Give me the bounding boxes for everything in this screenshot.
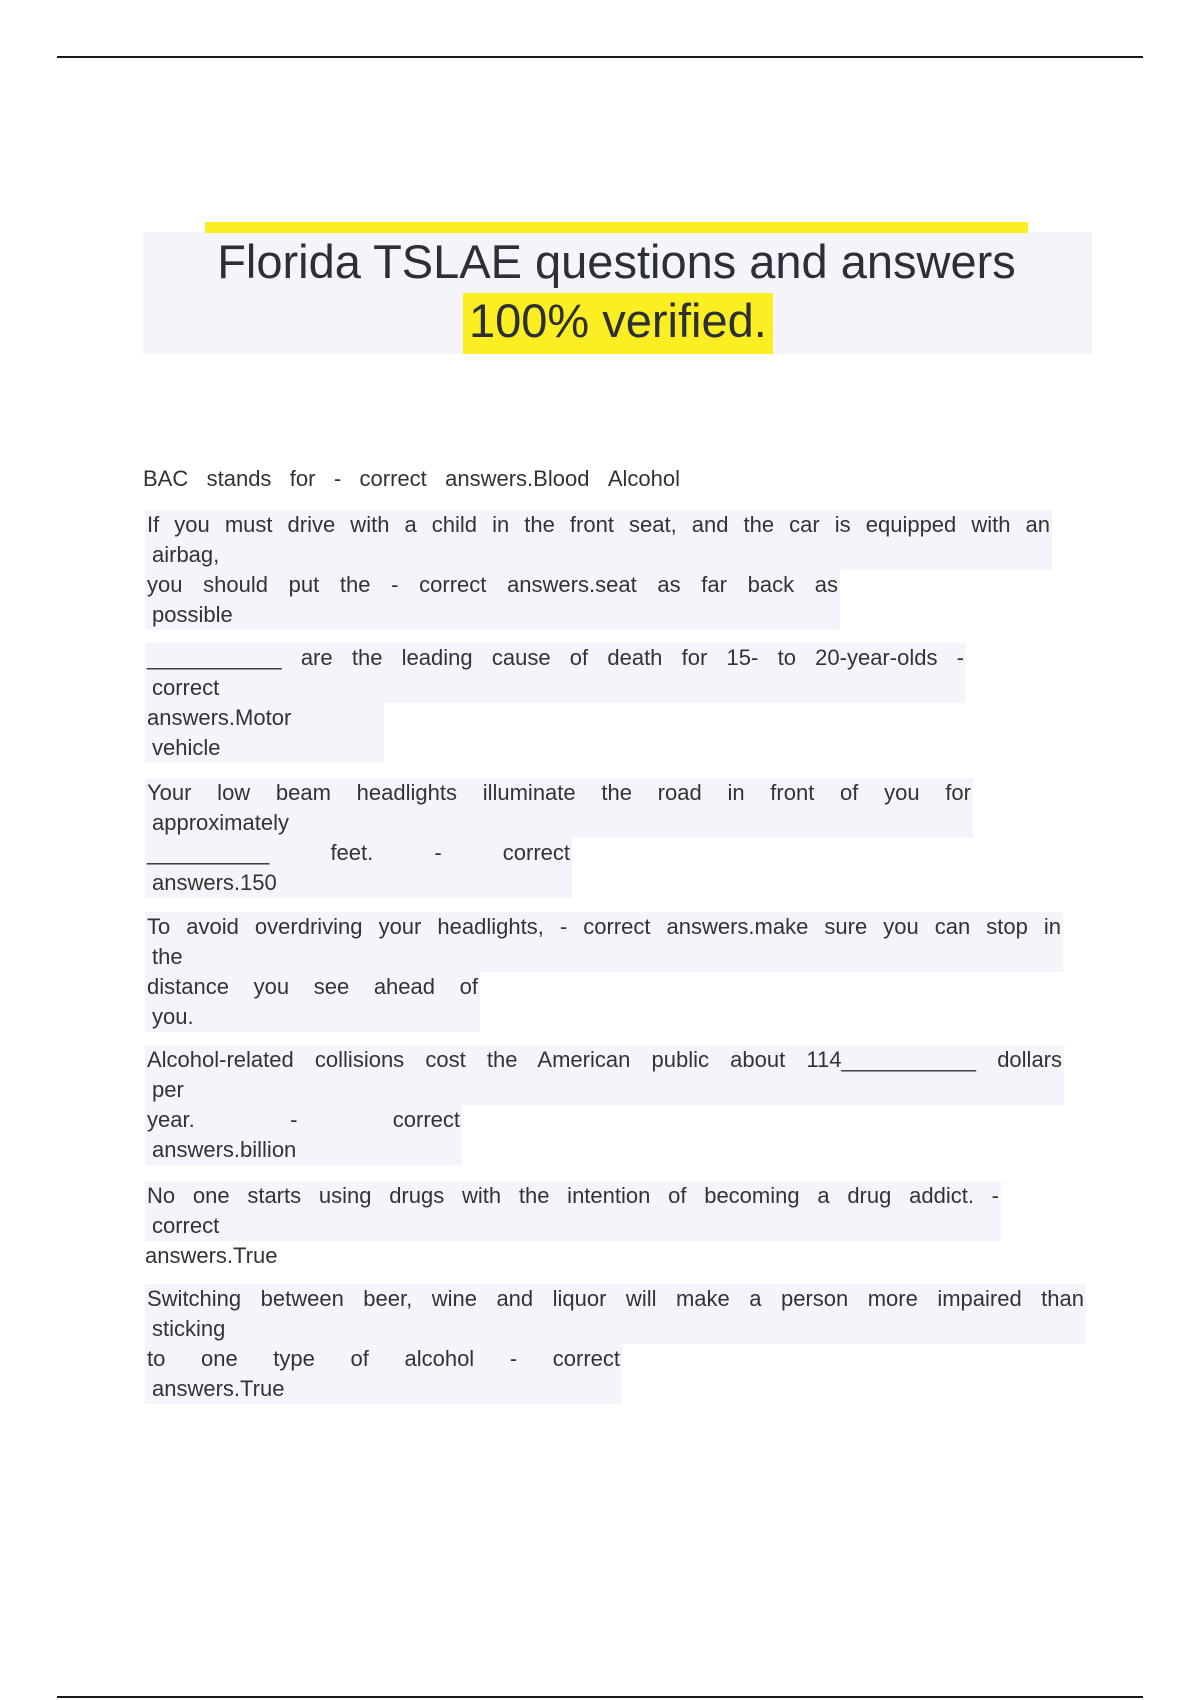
qa-line: No one starts using drugs with the intention of becoming a drug addict. - <box>147 1183 999 1208</box>
footer-rule <box>57 1696 1143 1698</box>
qa-line: correct <box>152 1213 220 1238</box>
qa-item <box>145 912 1063 1032</box>
qa-line: you. <box>152 1004 194 1029</box>
qa-item <box>145 1284 1086 1404</box>
qa-item <box>143 464 680 494</box>
qa-line: BAC stands for - correct answers.Blood Alcohol <box>143 466 680 491</box>
qa-line: answers.150 <box>152 870 277 895</box>
header-rule <box>57 56 1143 58</box>
qa-line: Alcohol-related collisions cost the American public about 114___________ dollars <box>147 1047 1062 1072</box>
qa-line: distance you see ahead of <box>147 974 478 999</box>
qa-line: Your low beam headlights illuminate the road in front of you for <box>147 780 971 805</box>
qa-line: year. - correct <box>147 1107 460 1132</box>
qa-line: correct <box>152 675 220 700</box>
qa-line: to one type of alcohol - correct <box>147 1346 620 1371</box>
qa-item <box>145 510 1052 630</box>
qa-line: per <box>152 1077 184 1102</box>
title-highlight-bar <box>205 222 1028 233</box>
qa-line: To avoid overdriving your headlights, - correct answers.make sure you can stop in <box>147 914 1061 939</box>
qa-line: the <box>152 944 183 969</box>
qa-line: answers.Motor <box>147 705 292 730</box>
qa-line: ___________ are the leading cause of death for 15- to 20-year-olds - <box>147 645 964 670</box>
qa-line: __________ feet. - correct <box>147 840 570 865</box>
document-title-line2: 100% verified. <box>469 294 767 347</box>
document-title: Florida TSLAE questions and answers <box>217 235 1016 288</box>
qa-item <box>145 778 973 898</box>
qa-line: vehicle <box>152 735 221 760</box>
qa-line: possible <box>152 602 233 627</box>
qa-line: airbag, <box>152 542 220 567</box>
title-highlight <box>463 293 773 354</box>
qa-line: answers.billion <box>152 1137 297 1162</box>
qa-line: If you must drive with a child in the front seat, and the car is equipped with an <box>147 512 1050 537</box>
qa-line: answers.True <box>152 1376 285 1401</box>
qa-line: you should put the - correct answers.seat as far back as <box>147 572 838 597</box>
qa-line: answers.True <box>145 1243 278 1268</box>
qa-item <box>145 643 966 763</box>
qa-line: Switching between beer, wine and liquor will make a person more impaired than <box>147 1286 1084 1311</box>
qa-line: sticking <box>152 1316 226 1341</box>
qa-item <box>145 1045 1064 1165</box>
qa-item <box>145 1181 1001 1271</box>
qa-line: approximately <box>152 810 289 835</box>
